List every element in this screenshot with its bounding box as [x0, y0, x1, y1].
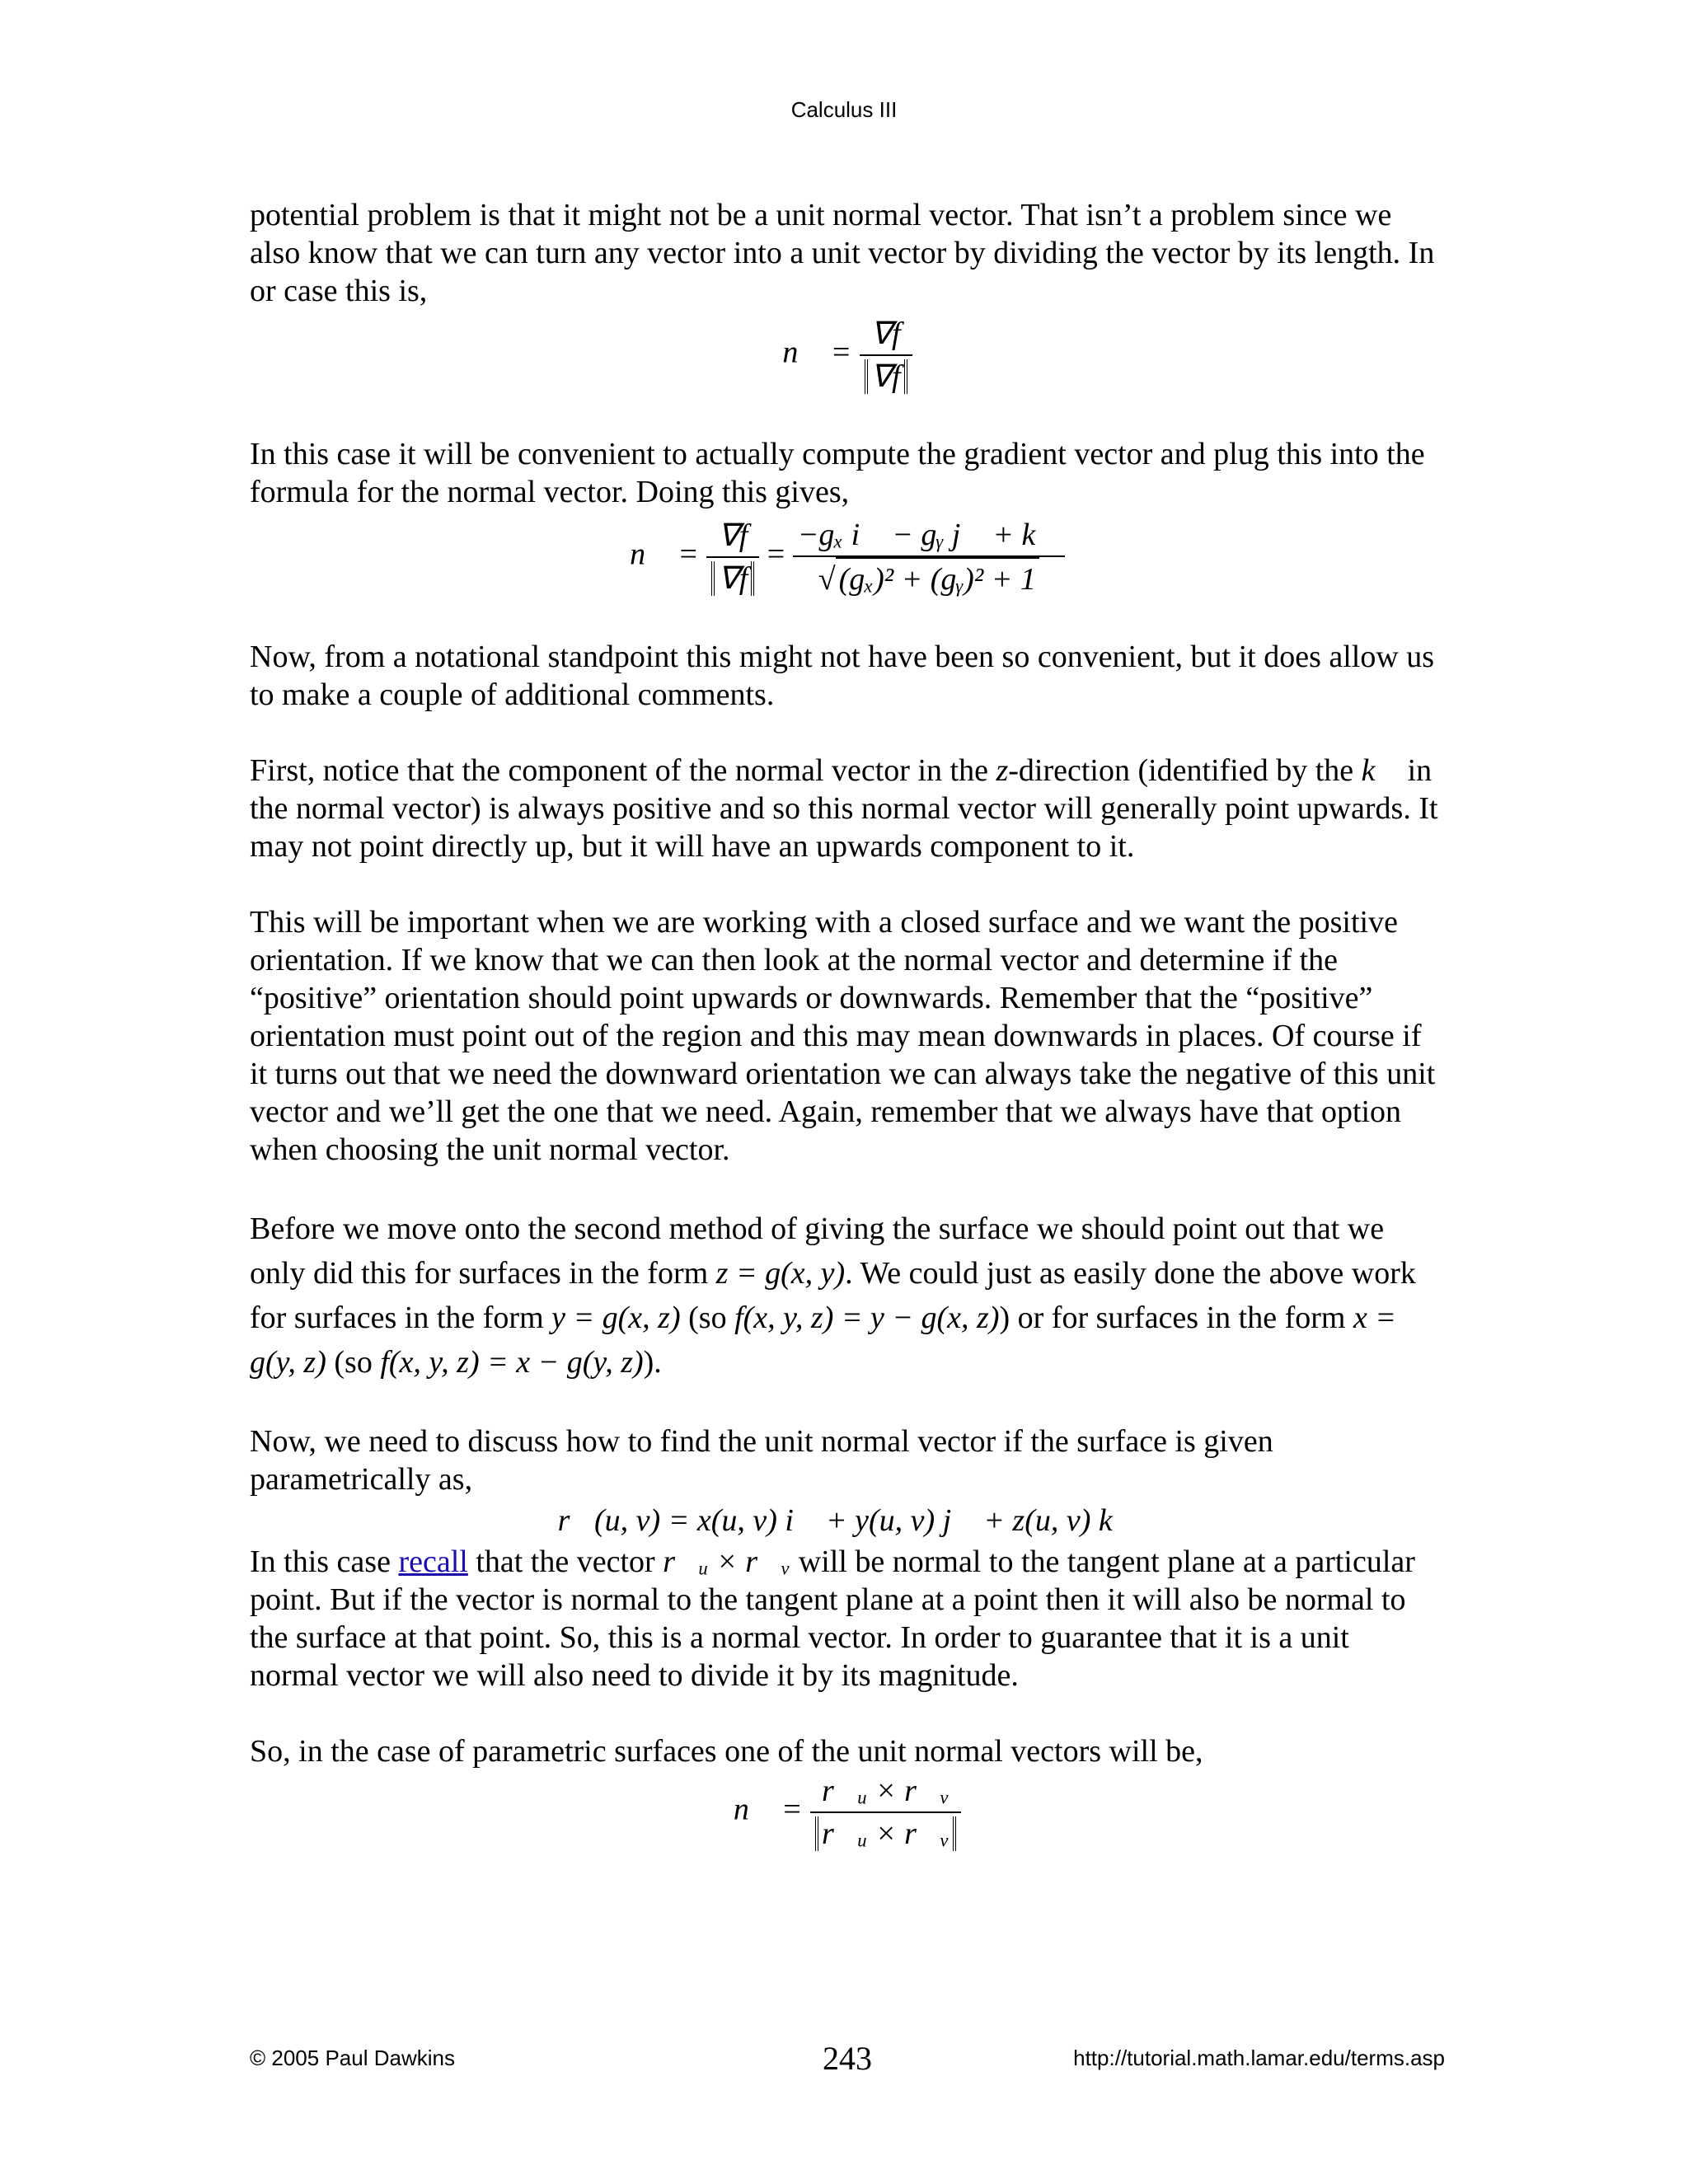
- running-header: Calculus III: [790, 97, 898, 122]
- page-body: [250, 196, 1445, 1854]
- eq1-numerator: ∇f: [860, 313, 912, 356]
- eq4-fraction: [810, 1770, 961, 1854]
- paragraph-unit-vector: potential problem is that it might not be a unit normal vector. That isn’t a problem since we also know that we can turn any vector into a unit vector by dividing the vector by its length. In or case this is,: [250, 198, 1435, 308]
- math-z: z: [996, 753, 1009, 788]
- eq4-lhs: n⃗ =: [733, 1792, 803, 1827]
- text-fragment: -direction (identified by the: [1008, 753, 1362, 788]
- text-fragment: that the vector: [467, 1544, 663, 1579]
- math-x-equals-g: x = g(y, z): [250, 1301, 1396, 1380]
- eq4-numerator: r⃗ᵤ × r⃗ᵥ: [810, 1770, 961, 1813]
- math-f-x-form: f(x, y, z) = x − g(y, z): [380, 1345, 644, 1380]
- paragraph-other-forms: [250, 1207, 1445, 1385]
- math-cross-product: r⃗ᵤ × r⃗ᵥ: [663, 1544, 791, 1579]
- paragraph-parametric-unit-normal: So, in the case of parametric surfaces one of the unit normal vectors will be,: [250, 1734, 1203, 1769]
- eq2-numerator-2: −gₓ i⃗ − gᵧ j⃗ + k⃗: [793, 514, 1065, 557]
- math-z-equals-g: z = g(x, y): [715, 1256, 846, 1291]
- eq2-fraction-1: [706, 515, 759, 599]
- page-number: 243: [823, 2040, 872, 2077]
- eq1-lhs: n⃗ =: [782, 335, 852, 370]
- text-fragment: (so: [680, 1301, 735, 1335]
- paragraph-cross-product: [250, 1543, 1445, 1694]
- eq1-denominator: ∇f: [865, 359, 907, 394]
- text-fragment: will be normal to the tangent plane at a particular point. But if the vector is normal to the tangent plane at a point then it will also be normal to the surface at that point. So, this is a normal vector. In order to guarantee that it is a unit normal vector we will also need to divide it by its magnitude.: [250, 1544, 1415, 1693]
- eq2-fraction-2: $\frac{\text{−gₓ i⃗ − gᵧ j⃗ + k⃗}}{\text{√ (gₓ)² + (gᵧ)² + 1}}$: [793, 514, 1065, 600]
- equation-normal-expanded: [250, 514, 1445, 600]
- text-fragment: First, notice that the component of the normal vector in the: [250, 753, 996, 788]
- recall-link[interactable]: recall: [398, 1544, 468, 1579]
- text-fragment: Before we move onto the second method of giving the surface we should point out that we only did this for surfaces in the form: [250, 1212, 1385, 1291]
- text-fragment: (so: [326, 1345, 381, 1380]
- text-fragment: . We could just as easily done the above work for surfaces in the form: [250, 1256, 1416, 1335]
- eq2-numerator-1: ∇f: [706, 515, 759, 558]
- eq1-fraction: [860, 313, 912, 397]
- eq2-denominator-2: (gₓ)² + (gᵧ)² + 1: [836, 557, 1039, 600]
- paragraph-compute-gradient: In this case it will be convenient to actually compute the gradient vector and plug this into the formula for the normal vector. Doing this gives,: [250, 437, 1425, 509]
- copyright-text: © 2005 Paul Dawkins: [250, 2046, 455, 2070]
- eq2-equals: =: [767, 537, 785, 572]
- eq4-denominator: r⃗ᵤ × r⃗ᵥ: [815, 1816, 956, 1851]
- page-footer: [250, 2042, 1445, 2075]
- math-f-y-form: f(x, y, z) = y − g(x, z): [734, 1301, 1000, 1335]
- text-fragment: in the normal vector) is always positive and so this normal vector will generally point upwards. It may not point directly up, but it will have an upwards component to it.: [250, 753, 1438, 864]
- paragraph-z-component: [250, 752, 1445, 865]
- text-fragment: ) or for surfaces in the form: [999, 1301, 1353, 1335]
- equation-parametric-surface: r⃗(u, v) = x(u, v) i⃗ + y(u, v) j⃗ + z(u, v) k⃗: [557, 1503, 1137, 1538]
- equation-parametric-unit-normal: [250, 1770, 1445, 1854]
- paragraph-parametric: Now, we need to discuss how to find the unit normal vector if the surface is given parametrically as,: [250, 1424, 1273, 1497]
- eq2-lhs: n⃗ =: [630, 537, 699, 572]
- text-fragment: In this case: [250, 1544, 399, 1579]
- paragraph-orientation: This will be important when we are working with a closed surface and we want the positive orientation. If we know that we can then look at the normal vector and determine if the “positive” orientation should point upwards or downwards. Remember that the “positive” orientation must point out of the region and this may mean downwards in places. Of course if it turns out that we need the downward orientation we can always take the negative of this unit vector and we’ll get the one that we need. Again, remember that we always have that option when choosing the unit normal vector.: [250, 905, 1436, 1167]
- equation-unit-normal-gradient: [250, 313, 1445, 397]
- math-k-vector: k⃗: [1361, 753, 1400, 788]
- terms-url: http://tutorial.math.lamar.edu/terms.asp: [1073, 2046, 1445, 2070]
- math-y-equals-g: y = g(x, z): [551, 1301, 681, 1335]
- text-fragment: ).: [643, 1345, 662, 1380]
- eq2-denominator-1: ∇f: [711, 561, 754, 596]
- paragraph-notational: Now, from a notational standpoint this might not have been so convenient, but it does allow us to make a couple of additional comments.: [250, 640, 1435, 712]
